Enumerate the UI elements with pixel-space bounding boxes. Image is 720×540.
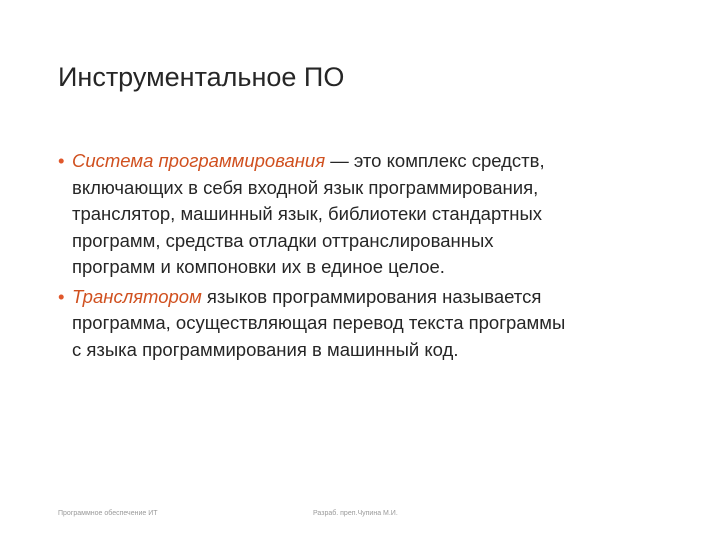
term-highlight: Транслятором [72,285,202,307]
bullet-line [72,284,678,311]
bullet-line [72,148,678,175]
bullet-line: транслятор, машинный язык, библиотеки стандартных [72,203,543,224]
bullet-line: программ и компоновки их в единое целое. [72,256,445,277]
term-highlight: Система программирования [72,150,326,171]
slide-title: Инструментальное ПО [58,62,345,92]
bullet-line: программ, средства отладки оттранслированных [72,229,494,251]
slide-content [58,148,678,366]
bullet-line: программа, осуществляющая перевод текста программы [72,312,566,333]
footer-author: Разраб. преп.Чупина М.И. [313,510,398,517]
bullet-icon: • [58,150,65,171]
bullet-text: языков программирования называется [201,285,542,307]
bullet-text: — это комплекс средств, [325,150,545,171]
bullet-item-2 [58,284,678,364]
footer-course-name: Программное обеспечение ИТ [58,510,158,517]
bullet-icon: • [58,285,65,307]
bullet-item-1 [58,148,678,281]
bullet-line: с языка программирования в машинный код. [72,338,459,360]
bullet-line: включающих в себя входной язык программирования, [72,176,539,198]
